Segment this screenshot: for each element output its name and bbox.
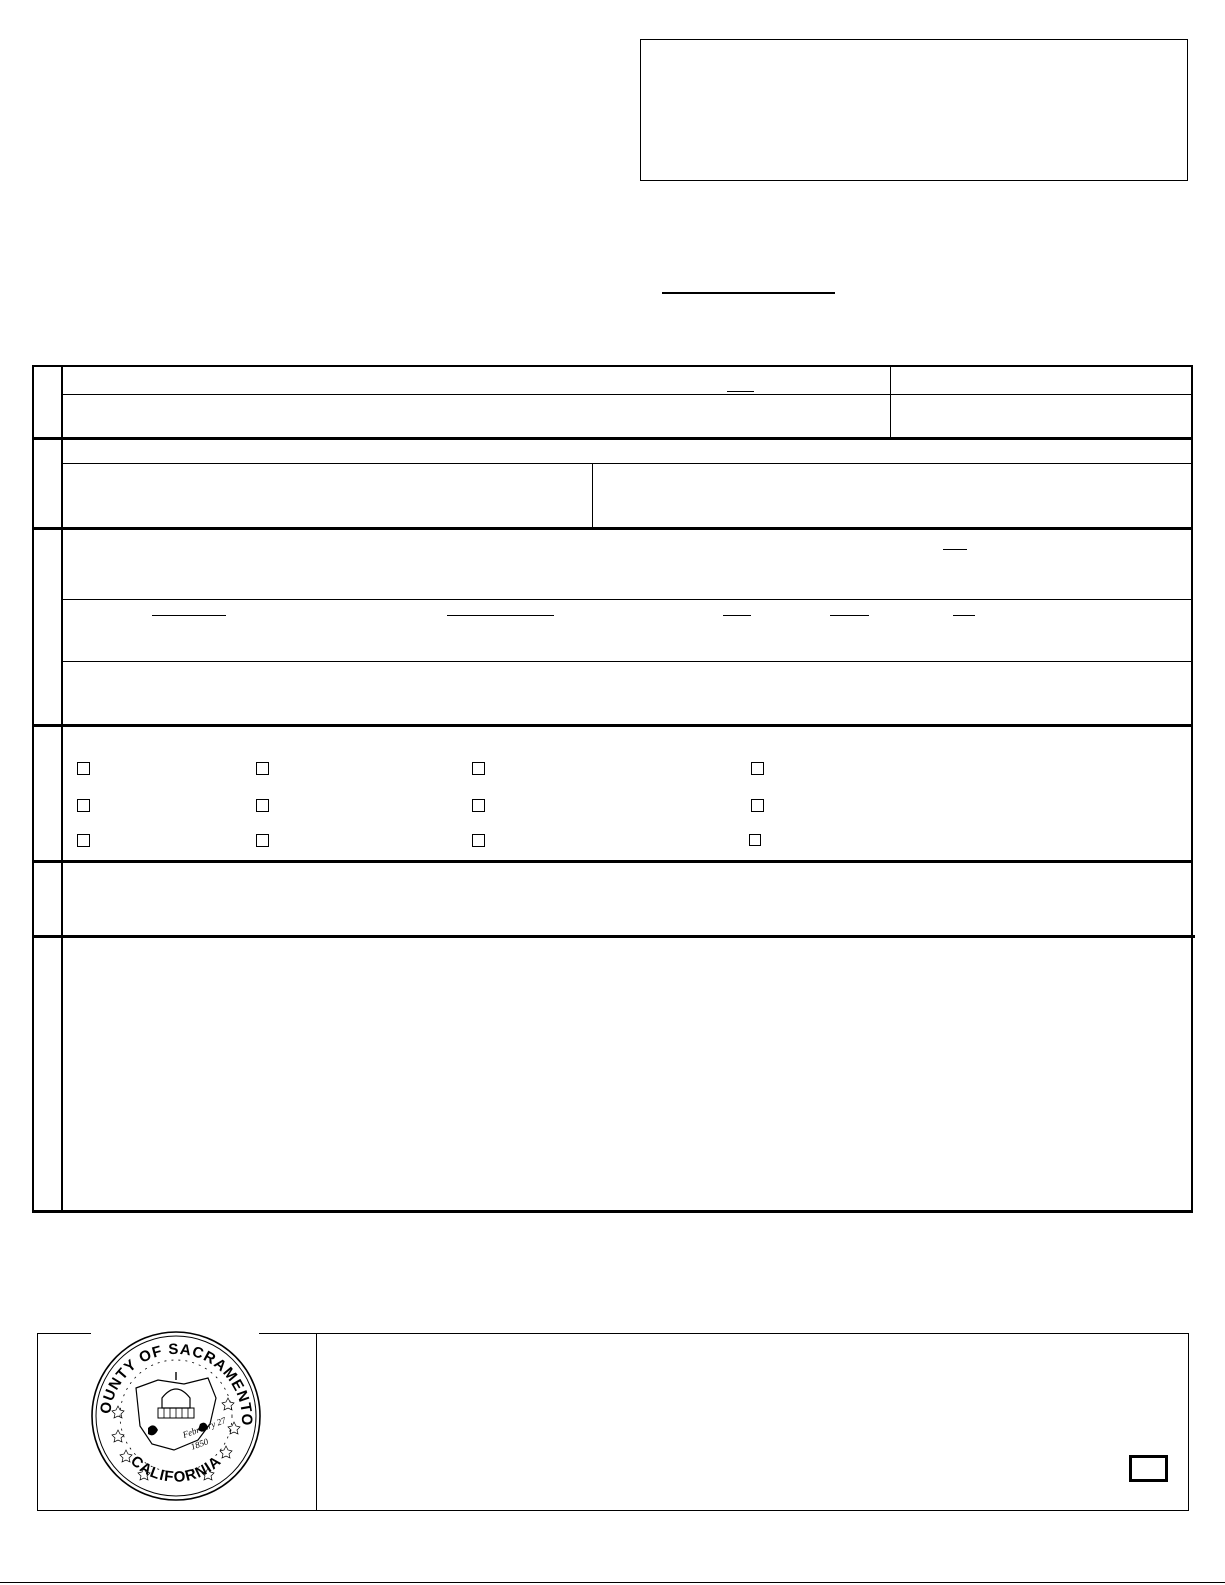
- checkbox[interactable]: [77, 799, 90, 812]
- section-2-left-field[interactable]: [63, 465, 591, 527]
- section-2-right-field[interactable]: [594, 465, 1190, 527]
- top-right-box: [640, 39, 1188, 181]
- section-6-text-area[interactable]: [63, 938, 1190, 1210]
- section-3-field-a[interactable]: [63, 530, 1190, 598]
- svg-text:February 27: February 27: [181, 1415, 228, 1440]
- checkbox[interactable]: [751, 762, 764, 775]
- checkbox[interactable]: [472, 834, 485, 847]
- checkbox[interactable]: [751, 799, 764, 812]
- svg-text:1850: 1850: [189, 1436, 210, 1452]
- county-seal: [88, 1328, 264, 1504]
- section-1-top: [32, 365, 1193, 367]
- section-3-field-b[interactable]: [63, 602, 1190, 660]
- checkbox[interactable]: [77, 762, 90, 775]
- footer-small-box: [1129, 1455, 1168, 1482]
- checkbox[interactable]: [472, 799, 485, 812]
- svg-text:COUNTY OF SACRAMENTO: OUNTY OF SACRAMENTO: [97, 1340, 256, 1427]
- county-seal-logo: [88, 1328, 264, 1504]
- checkbox[interactable]: [256, 834, 269, 847]
- checkbox[interactable]: [77, 834, 90, 847]
- svg-text:CALIFORNIA: CALIFORNIA: [127, 1452, 225, 1486]
- checkbox[interactable]: [472, 762, 485, 775]
- section-1-side-field[interactable]: [892, 396, 1190, 436]
- checkbox[interactable]: [256, 799, 269, 812]
- title-underline: [662, 292, 835, 294]
- page-bottom-rule: [0, 1582, 1225, 1583]
- checkbox[interactable]: [749, 834, 761, 846]
- section-1-name-field[interactable]: [63, 396, 889, 436]
- section-3-field-c[interactable]: [63, 664, 1190, 723]
- section-5-field[interactable]: [63, 863, 1190, 934]
- checkbox[interactable]: [256, 762, 269, 775]
- underline-short: [727, 391, 754, 392]
